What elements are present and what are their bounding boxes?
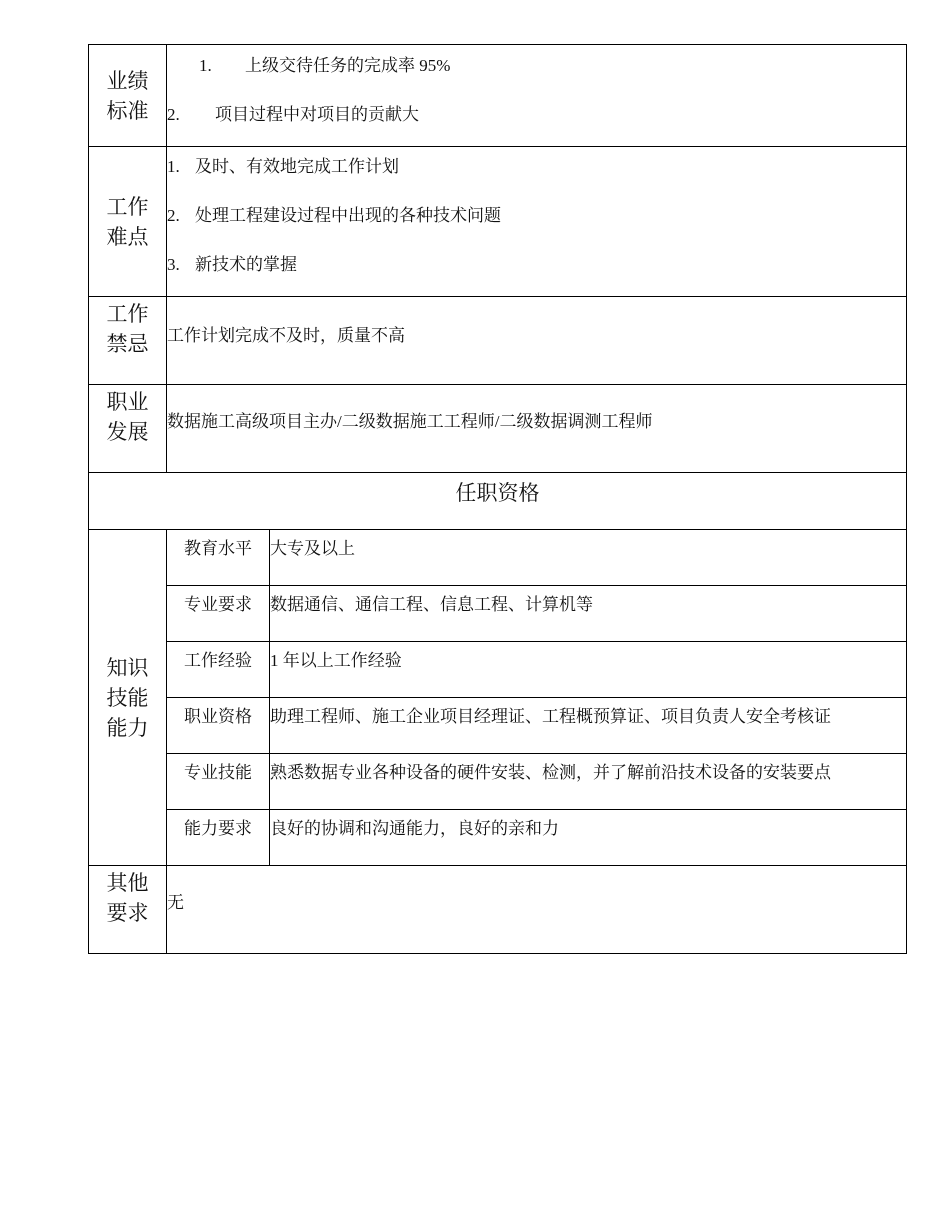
list-item	[167, 250, 297, 275]
other-row	[89, 866, 907, 954]
list-item-number: 1.	[199, 56, 212, 75]
career-content	[167, 385, 907, 473]
list-item	[167, 100, 419, 125]
skill-value: 大专及以上	[270, 530, 907, 586]
table-row	[167, 530, 906, 586]
taboo-label-line2: 禁忌	[106, 332, 149, 356]
career-row	[89, 385, 907, 473]
other-label	[89, 866, 167, 954]
skill-value: 熟悉数据专业各种设备的硬件安装、检测，并了解前沿技术设备的安装要点	[270, 754, 907, 810]
skills-content	[167, 530, 907, 866]
list-item-text: 上级交待任务的完成率 95%	[245, 56, 451, 75]
other-text: 无	[167, 893, 184, 912]
table-row	[167, 810, 906, 866]
skill-value: 1 年以上工作经验	[270, 642, 907, 698]
skill-name: 工作经验	[167, 642, 270, 698]
list-item-number: 1.	[167, 157, 180, 176]
list-item-text: 处理工程建设过程中出现的各种技术问题	[195, 206, 501, 225]
table-row	[167, 754, 906, 810]
performance-content	[167, 45, 907, 147]
difficulty-label-line2: 难点	[106, 224, 149, 249]
taboo-label-line1: 工作	[106, 302, 149, 326]
table-row	[167, 642, 906, 698]
skill-value: 数据通信、通信工程、信息工程、计算机等	[270, 586, 907, 642]
skill-name: 专业要求	[167, 586, 270, 642]
career-label-line1: 职业	[106, 390, 149, 414]
skills-label-line1: 知识	[106, 655, 149, 680]
taboo-text: 工作计划完成不及时，质量不高	[167, 326, 405, 345]
other-label-line2: 要求	[106, 901, 149, 925]
list-item-text: 项目过程中对项目的贡献大	[215, 105, 419, 124]
list-item-number: 3.	[167, 255, 180, 274]
other-content	[167, 866, 907, 954]
table-row	[167, 698, 906, 754]
skill-value: 助理工程师、施工企业项目经理证、工程概预算证、项目负责人安全考核证	[270, 698, 907, 754]
skills-row	[89, 530, 907, 866]
taboo-label	[89, 297, 167, 385]
list-item-text: 及时、有效地完成工作计划	[195, 157, 399, 176]
qualification-title-row	[89, 473, 907, 530]
list-item	[199, 51, 450, 76]
skills-table	[167, 530, 906, 865]
list-item	[167, 201, 501, 226]
job-description-table	[88, 44, 907, 954]
difficulty-content	[167, 147, 907, 297]
skill-name: 教育水平	[167, 530, 270, 586]
difficulty-row	[89, 147, 907, 297]
performance-row	[89, 45, 907, 147]
skills-label	[89, 530, 167, 866]
table-row	[167, 586, 906, 642]
skill-name: 能力要求	[167, 810, 270, 866]
list-item	[167, 152, 399, 177]
difficulty-label	[89, 147, 167, 297]
career-label	[89, 385, 167, 473]
career-text: 数据施工高级项目主办/二级数据施工工程师/二级数据调测工程师	[167, 412, 653, 431]
taboo-row	[89, 297, 907, 385]
performance-label-line2: 标准	[106, 98, 149, 123]
other-label-line1: 其他	[106, 871, 149, 895]
difficulty-label-line1: 工作	[106, 194, 149, 219]
list-item-text: 新技术的掌握	[195, 255, 297, 274]
list-item-number: 2.	[167, 105, 180, 124]
skill-name: 专业技能	[167, 754, 270, 810]
performance-label-line1: 业绩	[106, 68, 149, 93]
skill-value: 良好的协调和沟通能力，良好的亲和力	[270, 819, 559, 838]
skills-label-line2: 技能	[106, 685, 149, 710]
list-item-number: 2.	[167, 206, 180, 225]
section-title: 任职资格	[89, 473, 907, 530]
skills-label-line3: 能力	[106, 715, 149, 740]
performance-label	[89, 45, 167, 147]
taboo-content	[167, 297, 907, 385]
skill-name: 职业资格	[167, 698, 270, 754]
career-label-line2: 发展	[106, 420, 149, 444]
